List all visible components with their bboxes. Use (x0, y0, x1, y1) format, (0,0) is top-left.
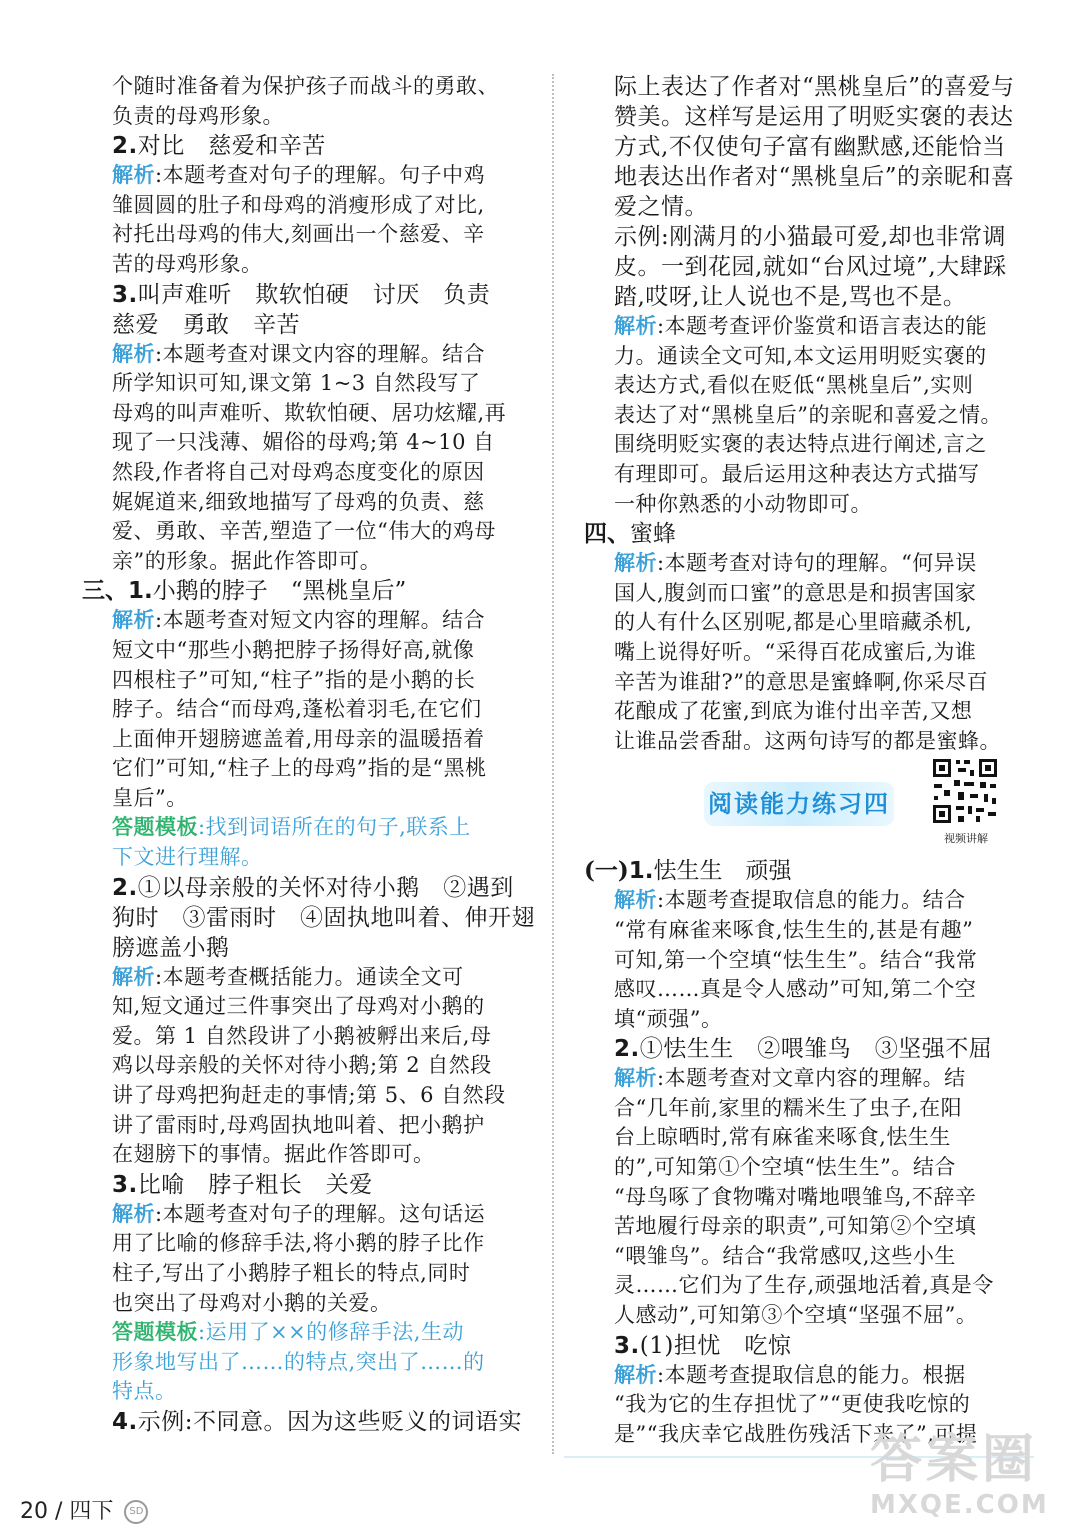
analysis-label: 解析 (112, 608, 155, 633)
grade-label: 四下 (69, 1499, 114, 1524)
text-line: 所学知识可知,课文第 1~3 自然段写了 (112, 371, 481, 396)
answer-line (112, 280, 552, 310)
text-line: 讲了雷雨时,母鸡固执地叫着、把小鹅护 (112, 1112, 485, 1137)
template-line: 特点。 (112, 1379, 177, 1404)
watermark-logo-text: 答案圈 (870, 1430, 1039, 1490)
text-line: 辛苦为谁甜?”的意思是蜜蜂啊,你采尽百 (614, 669, 989, 694)
watermark-url: MXQE.COM (870, 1490, 1049, 1520)
text-line: 一种你熟悉的小动物即可。 (614, 491, 872, 516)
text-line: 衬托出母鸡的伟大,刻画出一个慈爱、辛 (112, 222, 485, 247)
analysis-line (614, 549, 1034, 579)
text-line: 表达方式,看似在贬低“黑桃皇后”,实则 (614, 373, 974, 398)
analysis-text: :本题考查评价鉴赏和语言表达的能 (657, 314, 988, 338)
answer-text: 蜜蜂 (630, 521, 676, 548)
text-line: 是”“我庆幸它战胜伤残活下来了”,可提 (614, 1421, 978, 1446)
text-line: 合“几年前,家里的糯米生了虫子,在阳 (614, 1095, 963, 1120)
analysis-line (112, 963, 552, 993)
answer-text: 比喻 脖子粗长 关爱 (137, 1171, 373, 1198)
text-line: 母鸡的叫声难听、欺软怕硬、居功炫耀,再 (112, 400, 507, 425)
text-line: 填“顽强”。 (614, 1006, 723, 1031)
analysis-label: 解析 (614, 1066, 657, 1091)
text-line: “喂雏鸟”。结合“我常感叹,这些小生 (614, 1243, 956, 1268)
section-line (82, 576, 522, 606)
text-line: 它们”可知,“柱子上的母鸡”指的是“黑桃 (112, 756, 487, 781)
template-text: :找到词语所在的句子,联系上 (198, 815, 471, 840)
text-line: 国人,腹剑而口蜜”的意思是和损害国家 (614, 580, 977, 605)
question-number: 4. (112, 1408, 138, 1435)
analysis-line (112, 161, 552, 191)
text-line: 柱子,写出了小鹅脖子粗长的特点,同时 (112, 1261, 471, 1285)
answer-line: 慈爱 勇敢 辛苦 (112, 311, 300, 338)
answer-line (112, 1170, 552, 1200)
text-line: 表达了对“黑桃皇后”的亲昵和喜爱之情。 (614, 402, 1002, 427)
page-number: 20 (20, 1499, 48, 1524)
text-line: 四根柱子”可知,“柱子”指的是小鹅的长 (112, 667, 476, 692)
section-title: 阅读能力练习四 (704, 782, 894, 826)
text-line: “常有麻雀来啄食,怯生生的,甚是有趣” (614, 917, 974, 942)
text-line: 然段,作者将自己对母鸡态度变化的原因 (112, 459, 485, 484)
text-line: 知,短文通过三件事突出了母鸡对小鹅的 (112, 994, 485, 1019)
answer-line: 方式,不仅使句子富有幽默感,还能恰当 (614, 134, 1006, 160)
analysis-label: 解析 (614, 551, 657, 576)
analysis-line (614, 1361, 1034, 1391)
question-number: 2. (614, 1036, 640, 1063)
analysis-text: :本题考查对课文内容的理解。结合 (155, 341, 486, 366)
text-line: 用了比喻的修辞手法,将小鹅的脖子比作 (112, 1231, 485, 1256)
watermark (870, 1430, 1070, 1530)
text-line: 皇后”。 (112, 785, 188, 810)
page-footer (20, 1494, 148, 1525)
answer-line (614, 1331, 1034, 1361)
section-heading (614, 756, 1034, 856)
text-line: 灵……它们为了生存,顽强地活着,真是令 (614, 1273, 994, 1298)
analysis-label: 解析 (112, 341, 155, 366)
analysis-text: :本题考查提取信息的能力。根据 (657, 1362, 966, 1387)
analysis-text: :本题考查概括能力。通读全文可 (155, 964, 464, 989)
text-line: 亲”的形象。据此作答即可。 (112, 548, 382, 573)
question-number: 2. (112, 133, 138, 160)
text-line: 让谁品尝香甜。这两句诗写的都是蜜蜂。 (614, 728, 1001, 753)
analysis-label: 解析 (112, 163, 155, 188)
section-marker: 三、 (82, 577, 128, 605)
section-marker: 四、 (584, 520, 630, 548)
section-line (584, 856, 1004, 886)
text-line: 围绕明贬实褒的表达特点进行阐述,言之 (614, 432, 987, 457)
question-number: 3. (112, 1171, 138, 1198)
answer-line (112, 873, 552, 903)
text-line: “我为它的生存担忧了”“更使我吃惊的 (614, 1392, 971, 1417)
text-line: 嘴上说得好听。“采得百花成蜜后,为谁 (614, 639, 977, 664)
analysis-text: :本题考查对文章内容的理解。结 (657, 1066, 966, 1091)
analysis-line (112, 1200, 552, 1230)
section-marker: (一) (584, 857, 629, 885)
right-column (584, 72, 1034, 1449)
answer-line (614, 1034, 1034, 1064)
answer-text: 小鹅的脖子 “黑桃皇后” (152, 578, 407, 605)
answer-line: 际上表达了作者对“黑桃皇后”的喜爱与 (614, 74, 1015, 100)
answer-text: ①怯生生 ②喂雏鸟 ③坚强不屈 (639, 1036, 993, 1063)
text-line: 力。通读全文可知,本文运用明贬实褒的 (614, 343, 987, 368)
text-line: 现了一只浅薄、媚俗的母鸡;第 4~10 自 (112, 430, 495, 455)
text-line: 上面伸开翅膀遮盖着,用母亲的温暖捂着 (112, 726, 485, 751)
answer-text: 叫声难听 欺软怕硬 讨厌 负责 (137, 281, 491, 308)
text-line: 雏圆圆的肚子和母鸡的消瘦形成了对比, (112, 192, 485, 217)
answer-text: ①以母亲般的关怀对待小鹅 ②遇到 (137, 874, 514, 901)
template-line: 下文进行理解。 (112, 845, 263, 870)
column-divider (552, 74, 554, 1454)
answer-text: 对比 慈爱和辛苦 (137, 133, 326, 160)
section-line (584, 519, 1004, 549)
edition-badge: SD (124, 1500, 148, 1524)
analysis-text: :本题考查对短文内容的理解。结合 (155, 608, 486, 633)
text-line: 脖子。结合“而母鸡,蓬松着羽毛,在它们 (112, 697, 482, 722)
text-line: 花酿成了花蜜,到底为谁付出辛苦,又想 (614, 699, 973, 724)
answer-line: 赞美。这样写是运用了明贬实褒的表达 (614, 104, 1014, 130)
analysis-label: 解析 (614, 888, 657, 913)
answer-line: 踏,哎呀,让人说也不是,骂也不是。 (614, 284, 967, 310)
analysis-text: :本题考查对句子的理解。这句话运 (155, 1201, 486, 1226)
analysis-text: :本题考查对诗句的理解。“何异误 (657, 551, 977, 576)
question-number: 1. (128, 578, 153, 605)
analysis-line (112, 340, 552, 370)
text-line: 短文中“那些小鹅把脖子扬得好高,就像 (112, 637, 475, 662)
text-line: 有理即可。最后运用这种表达方式描写 (614, 461, 980, 486)
analysis-line (614, 1064, 1034, 1094)
text-line: 台上晾晒时,常有麻雀来啄食,怯生生 (614, 1125, 951, 1150)
answer-text: 示例:不同意。因为这些贬义的词语实 (137, 1408, 522, 1435)
text-line: 苦的母鸡形象。 (112, 251, 263, 276)
template-line (112, 1318, 552, 1348)
text-line: 苦地履行母亲的职责”,可知第②个空填 (614, 1214, 977, 1239)
template-text: :运用了××的修辞手法,生动 (198, 1320, 464, 1345)
answer-line: 示例:刚满月的小猫最可爱,却也非常调 (614, 224, 1007, 250)
analysis-text: :本题考查提取信息的能力。结合 (657, 888, 966, 913)
text-line: 的人有什么区别呢,都是心里暗藏杀机, (614, 610, 973, 635)
template-label: 答题模板 (112, 1320, 198, 1345)
answer-line: 狗时 ③雷雨时 ④固执地叫着、伸开翅 (112, 904, 535, 931)
question-number: 2. (112, 874, 138, 901)
answer-line (112, 131, 552, 161)
answer-text: (1)担忧 吃惊 (639, 1332, 792, 1359)
answer-line (112, 1407, 552, 1437)
answer-line: 地表达出作者对“黑桃皇后”的亲昵和喜 (614, 164, 1015, 190)
analysis-label: 解析 (112, 964, 155, 989)
text-line: 可知,第一个空填“怯生生”。结合“我常 (614, 947, 978, 972)
text-line: 的”,可知第①个空填“怯生生”。结合 (614, 1155, 956, 1180)
footer-separator: / (55, 1499, 63, 1524)
template-line: 形象地写出了……的特点,突出了……的 (112, 1349, 485, 1374)
answer-line: 膀遮盖小鹅 (112, 934, 230, 961)
answer-text: 怯生生 顽强 (653, 858, 792, 885)
right-column-top (584, 72, 1034, 756)
question-number: 1. (628, 858, 654, 885)
text-line: “母鸟啄了食物嘴对嘴地喂雏鸟,不辞辛 (614, 1184, 977, 1209)
analysis-label: 解析 (614, 314, 657, 338)
analysis-label: 解析 (112, 1201, 155, 1226)
qr-code-icon[interactable] (930, 756, 1000, 826)
text-line: 也突出了母鸡对小鹅的关爱。 (112, 1290, 392, 1315)
text-line: 个随时准备着为保护孩子而战斗的勇敢、 (112, 74, 499, 98)
analysis-line (614, 312, 1034, 342)
template-label: 答题模板 (112, 815, 198, 840)
analysis-line (112, 606, 552, 636)
question-number: 3. (614, 1332, 640, 1359)
analysis-label: 解析 (614, 1362, 657, 1387)
text-line: 爱、勇敢、辛苦,塑造了一位“伟大的鸡母 (112, 519, 496, 544)
text-line: 负责的母鸡形象。 (112, 103, 284, 128)
text-line: 爱。第 1 自然段讲了小鹅被孵出来后,母 (112, 1023, 492, 1048)
text-line: 感叹……真是令人感动”可知,第二个空 (614, 977, 977, 1002)
answer-line: 爱之情。 (614, 194, 708, 220)
qr-caption: 视频讲解 (944, 832, 988, 846)
text-line: 在翅膀下的事情。据此作答即可。 (112, 1142, 435, 1167)
text-line: 人感动”,可知第③个空填“坚强不屈”。 (614, 1303, 978, 1328)
answer-line: 皮。一到花园,就如“台风过境”,大肆踩 (614, 254, 1007, 280)
right-column-bottom (584, 856, 1034, 1449)
text-line: 讲了母鸡把狗赶走的事情;第 5、6 自然段 (112, 1083, 506, 1108)
analysis-text: :本题考查对句子的理解。句子中鸡 (155, 163, 486, 188)
left-column (82, 72, 552, 1437)
analysis-line (614, 886, 1034, 916)
text-line: 鸡以母亲般的关怀对待小鹅;第 2 自然段 (112, 1053, 492, 1078)
question-number: 3. (112, 281, 138, 308)
template-line (112, 813, 552, 843)
text-line: 娓娓道来,细致地描写了母鸡的负责、慈 (112, 489, 485, 514)
